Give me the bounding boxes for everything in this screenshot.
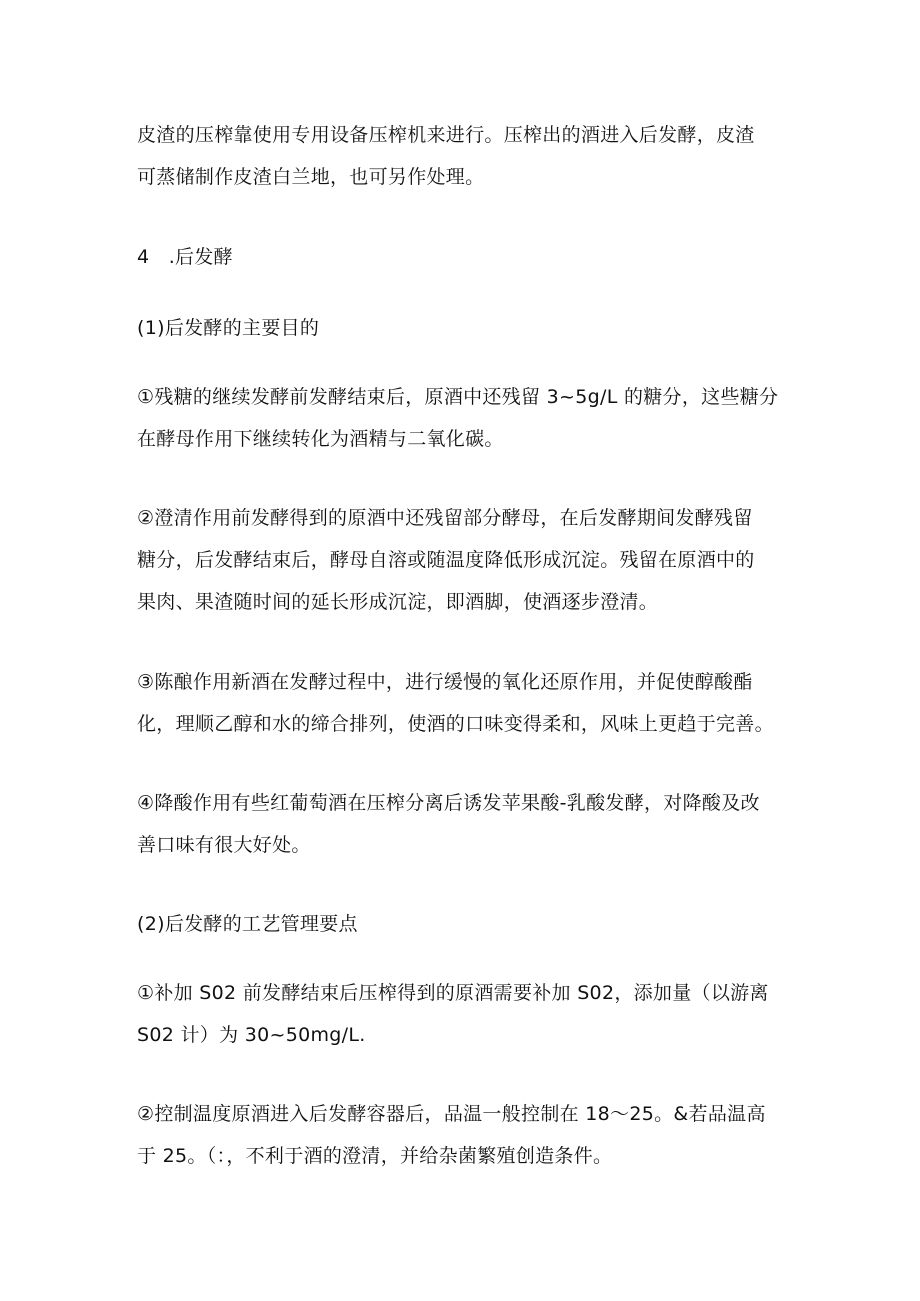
text-line: ①补加 S02 前发酵结束后压榨得到的原酒需要补加 S02，添加量（以游离 (137, 982, 769, 1004)
section-heading-text: 4 .后发酵 (137, 246, 233, 268)
text-line: ②澄清作用前发酵得到的原酒中还残留部分酵母，在后发酵期间发酵残留 (137, 507, 753, 529)
text-line: 果肉、果渣随时间的延长形成沉淀，即酒脚，使酒逐步澄清。 (137, 591, 659, 613)
text-line: 在酵母作用下继续转化为酒精与二氧化碳。 (137, 428, 504, 450)
point-add-so2 (137, 972, 797, 1056)
intro-paragraph (137, 114, 797, 198)
item-deacidification (137, 782, 797, 866)
text-line: 于 25。（：，不利于酒的澄清，并给杂菌繁殖创造条件。 (137, 1145, 613, 1167)
text-line: ①残糖的继续发酵前发酵结束后，原酒中还残留 3~5g/L 的糖分，这些糖分 (137, 386, 779, 408)
text-line: 糖分，后发酵结束后，酵母自溶或随温度降低形成沉淀。残留在原酒中的 (137, 549, 755, 571)
text-line: ③陈酿作用新酒在发酵过程中，进行缓慢的氧化还原作用，并促使醇酸酯 (137, 671, 753, 693)
subsection-heading-management (137, 903, 797, 945)
text-line: 化，理顺乙醇和水的缔合排列，使酒的口味变得柔和，风味上更趋于完善。 (137, 713, 774, 735)
text-line: ②控制温度原酒进入后发酵容器后，品温一般控制在 18～25。&若品温高 (137, 1103, 766, 1125)
item-residual-sugar (137, 376, 797, 460)
text-line: ④降酸作用有些红葡萄酒在压榨分离后诱发苹果酸-乳酸发酵，对降酸及改 (137, 792, 760, 814)
text-line: 可蒸储制作皮渣白兰地，也可另作处理。 (137, 166, 485, 188)
item-aging (137, 661, 797, 745)
text-line: 善口味有很大好处。 (137, 834, 311, 856)
point-temperature-control (137, 1093, 797, 1177)
subsection-heading-text: (1)后发酵的主要目的 (137, 317, 320, 339)
text-line: S02 计）为 30~50mg/L. (137, 1024, 366, 1046)
item-clarification (137, 497, 797, 623)
subsection-heading-text: (2)后发酵的工艺管理要点 (137, 913, 358, 935)
section-heading (137, 236, 797, 278)
subsection-heading-purpose (137, 307, 797, 349)
text-line: 皮渣的压榨靠使用专用设备压榨机来进行。压榨出的酒进入后发酵，皮渣 (137, 124, 755, 146)
